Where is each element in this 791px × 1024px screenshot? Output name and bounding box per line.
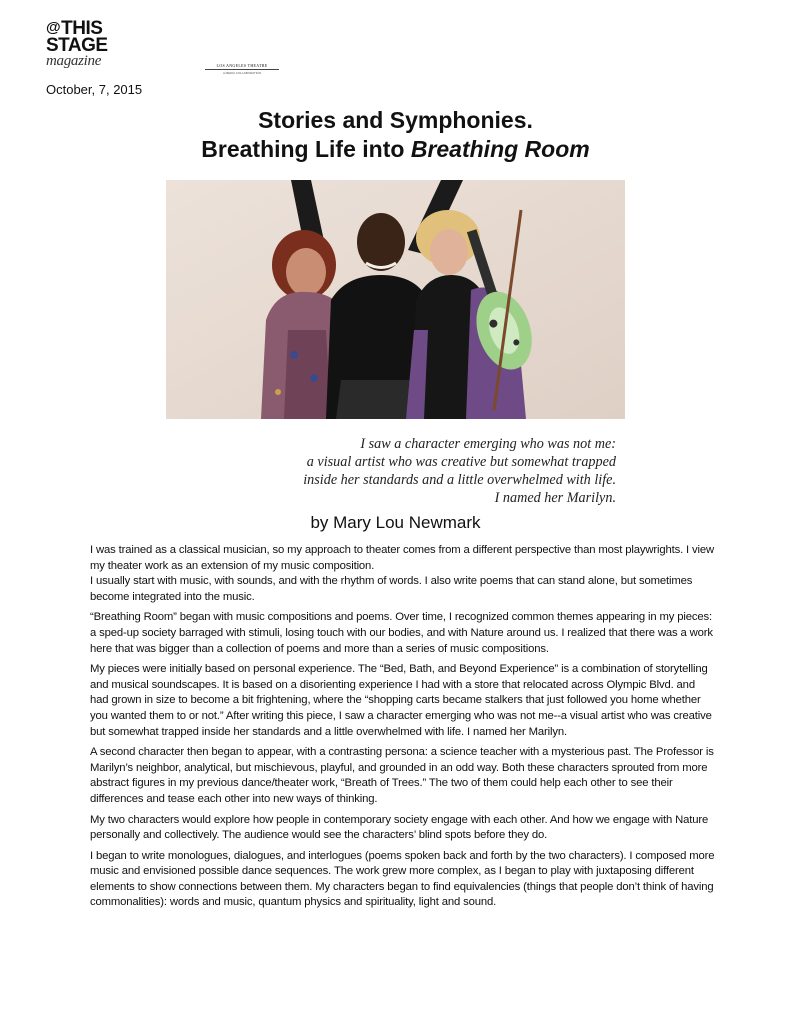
cast-photo-illustration <box>166 180 625 419</box>
cast-photo <box>166 180 625 419</box>
partner-name: LOS ANGELES THEATRE <box>216 63 268 68</box>
paragraph: I was trained as a classical musician, so my approach to theater comes from a different perspective than most playwrights. I view my theater work as an extension of my music composition. <box>90 544 715 572</box>
logo-line-2: STAGE <box>46 35 108 56</box>
publish-date: October, 7, 2015 <box>46 82 143 97</box>
logo-at-symbol: @ <box>46 19 61 36</box>
pull-quote-line: a visual artist who was creative but somewhat trapped <box>306 454 616 470</box>
article-body <box>90 543 715 916</box>
logo-line-1: @THIS <box>46 18 103 39</box>
paragraph: A second character then began to appear, with a contrasting persona: a science teacher with a mysterious past. The Professor is Marilyn’s neighbor, analytical, but mischievous, playful, and grounded in an odd way. Both these characters sprouted from more abstract figures in my previous dance/theater work, “Breath of Trees.” The two of them could help each other to see their differences and tease each other into new ways of thinking. <box>90 746 714 805</box>
partner-logo <box>205 63 279 75</box>
article-title-line-2: Breathing Life into Breathing Room <box>201 136 590 162</box>
paragraph: “Breathing Room” began with music compositions and poems. Over time, I recognized common themes appearing in my pieces: a sped-up society barraged with stimuli, losing touch with our bodies, and with Nature around us. I realized that there was a work here that was bigger than a collection of poems and more than a series of music compositions. <box>90 611 713 655</box>
this-stage-logo <box>46 19 126 68</box>
article-title-line-1: Stories and Symphonies. <box>258 107 533 133</box>
paragraph: I began to write monologues, dialogues, and interlogues (poems spoken back and forth by the two characters). I composed more music and envisioned possible dance sequences. The work grew more complex, as I began to play with juxtaposing different elements to show connections between them. My characters began to find equivalencies (things that people don’t think of having commonalities): words and music, quantum physics and spirituality, light and sound. <box>90 849 715 909</box>
pull-quote-line: I named her Marilyn. <box>494 490 616 506</box>
paragraph: My pieces were initially based on personal experience. The “Bed, Bath, and Beyond Experience” is a combination of storytelling and musical soundscapes. It is based on a disorienting experience I had with a store that relocated across Olympic Blvd. and had grown in size to become a bit frightening, where the “shopping carts became stalkers that just followed you home whether you wanted them to or not.” After writing this piece, I saw a character emerging who was not me--a visual artist who was creative but somewhat trapped inside her standards and a little overwhelmed with life. I named her Marilyn. <box>90 663 712 738</box>
partner-tagline: A MEDIA COLLABORATION <box>222 71 262 75</box>
pull-quote-line: I saw a character emerging who was not me: <box>360 436 616 452</box>
show-title: Breathing Room <box>410 136 590 162</box>
paragraph: I usually start with music, with sounds, and with the rhythm of words. I also write poems that can stand alone, but sometimes become integrated into the music. <box>90 575 693 603</box>
paragraph: My two characters would explore how people in contemporary society engage with each other. And how we engage with Nature personally and collectively. The audience would see the characters’ blind spots before they do. <box>90 813 709 842</box>
author-byline: by Mary Lou Newmark <box>310 513 481 532</box>
logo-line-3: magazine <box>46 53 102 69</box>
pull-quote <box>196 435 616 507</box>
pull-quote-line: inside her standards and a little overwhelmed with life. <box>303 472 616 488</box>
partner-rule <box>205 69 279 70</box>
